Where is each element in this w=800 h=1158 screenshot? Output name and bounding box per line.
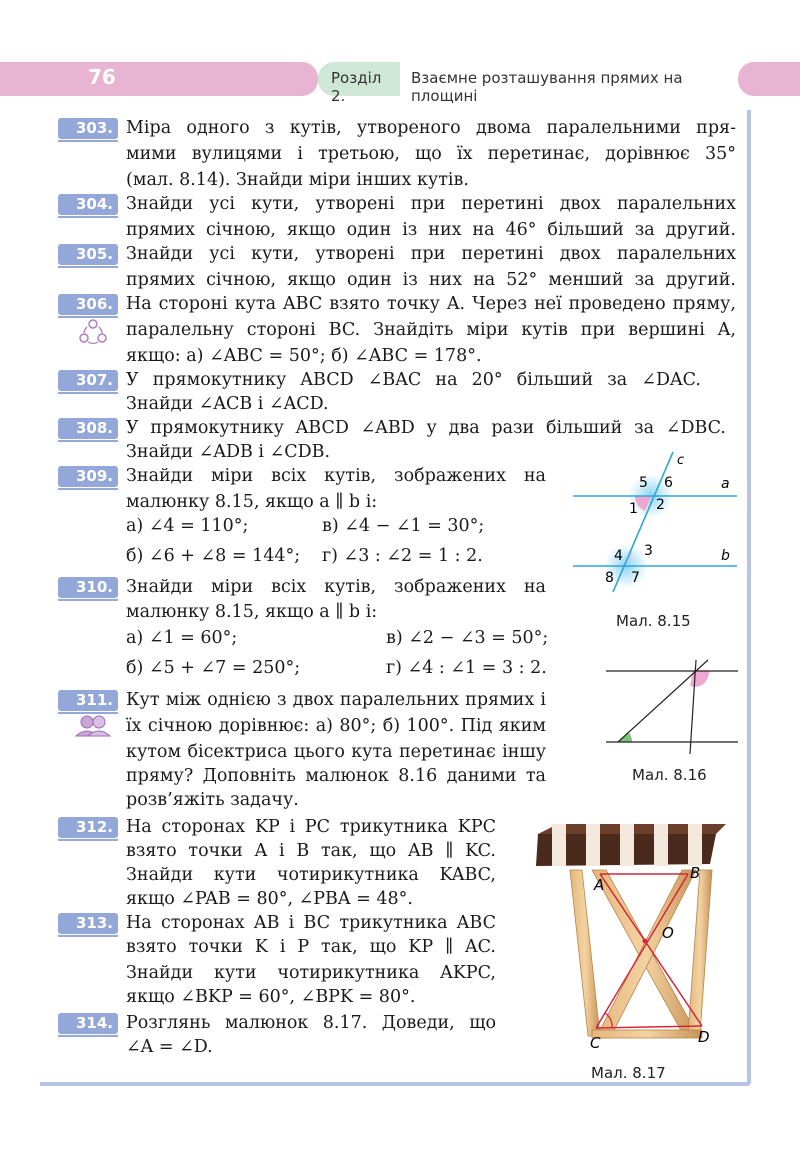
label-C: C — [590, 1034, 601, 1052]
leg-back-left — [570, 870, 600, 1036]
problem-313-line-1: На сторонах AB і BC трикутника ABC — [126, 913, 496, 933]
problem-309-option-a: а) ∠4 = 110°; — [126, 516, 249, 536]
problem-number-304: 304. — [58, 194, 118, 215]
problem-309-line-2: малюнку 8.15, якщо a ∥ b і: — [126, 492, 378, 512]
label-4: 4 — [614, 548, 623, 564]
problem-number-303: 303. — [58, 118, 118, 139]
problem-number-309: 309. — [58, 466, 118, 487]
label-B: B — [690, 864, 701, 882]
seat-stripe-1 — [552, 824, 566, 866]
problem-310-line-1: Знайди міри всіх кутів, зображених на — [126, 577, 546, 597]
label-b: b — [721, 548, 730, 564]
problem-303-line-2: мими вулицями і третьою, що їх перетинає, дорівнює 35° — [126, 144, 736, 164]
header-right-band — [738, 62, 800, 96]
problem-307-line-1: У прямокутнику ABCD ∠BAC на 20° більший за ∠DAC. — [126, 370, 701, 390]
page-number: 76 — [88, 65, 116, 89]
chapter-label: Розділ 2. — [331, 69, 382, 105]
bottom-bar — [592, 1030, 702, 1038]
problem-304-line-1: Знайди усі кути, утворені при перетині двох паралельних — [126, 194, 736, 214]
page-frame-right — [747, 110, 751, 1082]
problem-310-option-g: г) ∠4 : ∠1 = 3 : 2. — [386, 658, 547, 678]
chapter-title-box — [400, 62, 730, 105]
problem-number-305: 305. — [58, 244, 118, 265]
label-6: 6 — [664, 475, 673, 491]
problem-308-line-1: У прямокутнику ABCD ∠ABD у два рази більший за ∠DBC. — [126, 418, 726, 438]
problem-314-line-1: Розглянь малюнок 8.17. Доведи, що — [126, 1013, 496, 1033]
problem-312-line-3: Знайди кути чотирикутника KABC, — [126, 865, 496, 885]
label-2: 2 — [656, 497, 665, 513]
problem-number-314: 314. — [58, 1013, 118, 1034]
chapter-label-box — [318, 62, 400, 105]
label-3: 3 — [644, 543, 653, 559]
problem-313-line-4: якщо ∠BKP = 60°, ∠BPK = 80°. — [126, 987, 416, 1007]
problem-312-line-1: На сторонах KP і PC трикутника KPC — [126, 817, 496, 837]
problem-309-option-g: г) ∠3 : ∠2 = 1 : 2. — [322, 546, 483, 566]
label-1: 1 — [629, 501, 638, 517]
problem-311-line-4: пряму? Доповніть малюнок 8.16 даними та — [126, 766, 546, 786]
page-frame-bottom — [40, 1082, 751, 1086]
problem-number-308: 308. — [58, 418, 118, 439]
problem-306-line-2: паралельну стороні BC. Знайдіть міри кутів при вершині A, — [126, 320, 736, 340]
problem-311-line-3: кутом бісектриса цього кута перетинає іншу — [126, 742, 546, 762]
label-O: O — [662, 924, 674, 942]
label-a: a — [721, 476, 730, 492]
problem-309-option-v: в) ∠4 − ∠1 = 30°; — [322, 516, 485, 536]
problem-306-line-1: На стороні кута ABC взято точку A. Через неї проведено пряму, — [126, 294, 736, 314]
label-7: 7 — [631, 570, 640, 586]
problem-311-line-1: Кут між однією з двох паралельних прямих і — [126, 690, 546, 710]
header-left-band — [0, 62, 318, 96]
seat-stripe-5 — [688, 824, 702, 866]
label-D: D — [698, 1028, 710, 1046]
chapter-title: Взаємне розташування прямих на площині — [411, 69, 683, 105]
pair-work-icon — [74, 714, 112, 738]
caption-8-16: Мал. 8.16 — [632, 766, 707, 784]
problem-305-line-2: прямих січною, якщо один із них на 52° менший за другий. — [126, 270, 736, 290]
problem-303-line-1: Міра одного з кутів, утвореного двома паралельними пря- — [126, 118, 736, 138]
figure-8-15 — [565, 444, 745, 594]
problem-number-310: 310. — [58, 577, 118, 598]
problem-number-313: 313. — [58, 913, 118, 934]
header-band — [0, 62, 800, 105]
secant-line — [618, 660, 708, 742]
problem-number-306: 306. — [58, 294, 118, 315]
problem-309-line-1: Знайди міри всіх кутів, зображених на — [126, 466, 546, 486]
problem-number-307: 307. — [58, 370, 118, 391]
seat-stripe-2 — [586, 824, 600, 866]
problem-310-line-2: малюнку 8.15, якщо a ∥ b і: — [126, 602, 378, 622]
label-A: A — [594, 876, 605, 894]
problem-313-line-2: взято точки K і P так, що KP ∥ AC. — [126, 937, 496, 957]
problem-313-line-3: Знайди кути чотирикутника AKPC, — [126, 963, 496, 983]
seat-stripe-3 — [620, 824, 634, 866]
problem-308-line-2: Знайди ∠ADB і ∠CDB. — [126, 442, 331, 462]
problem-310-option-b: б) ∠5 + ∠7 = 250°; — [126, 658, 301, 678]
figure-8-17 — [530, 812, 730, 1054]
problem-number-312: 312. — [58, 817, 118, 838]
problem-314-line-2: ∠A = ∠D. — [126, 1037, 213, 1057]
label-5: 5 — [639, 475, 648, 491]
problem-312-line-4: якщо ∠PAB = 80°, ∠PBA = 48°. — [126, 889, 413, 909]
group-work-icon — [76, 318, 110, 348]
caption-8-17: Мал. 8.17 — [591, 1064, 666, 1082]
problem-310-option-a: а) ∠1 = 60°; — [126, 628, 238, 648]
problem-304-line-2: прямих січною, якщо один із них на 46° більший за другий. — [126, 220, 736, 240]
problem-310-option-v: в) ∠2 − ∠3 = 50°; — [386, 628, 549, 648]
seat-stripe-4 — [654, 824, 668, 866]
label-c: c — [677, 453, 685, 468]
problem-303-line-3: (мал. 8.14). Знайди міри інших кутів. — [126, 170, 469, 190]
problem-311-line-2: їх січною дорівнює: а) 80°; б) 100°. Під яким — [126, 716, 546, 736]
point-o — [643, 939, 648, 944]
caption-8-15: Мал. 8.15 — [616, 612, 691, 630]
problem-312-line-2: взято точки A і B так, що AB ∥ KC. — [126, 841, 496, 861]
figure-8-16 — [598, 656, 744, 756]
problem-number-311: 311. — [58, 690, 118, 711]
problem-307-line-2: Знайди ∠ACB і ∠ACD. — [126, 394, 329, 414]
problem-309-option-b: б) ∠6 + ∠8 = 144°; — [126, 546, 301, 566]
label-8: 8 — [605, 570, 614, 586]
problem-305-line-1: Знайди усі кути, утворені при перетині двох паралельних — [126, 244, 736, 264]
problem-306-line-3: якщо: а) ∠ABC = 50°; б) ∠ABC = 178°. — [126, 346, 482, 366]
problem-311-line-5: розв’яжіть задачу. — [126, 790, 299, 810]
